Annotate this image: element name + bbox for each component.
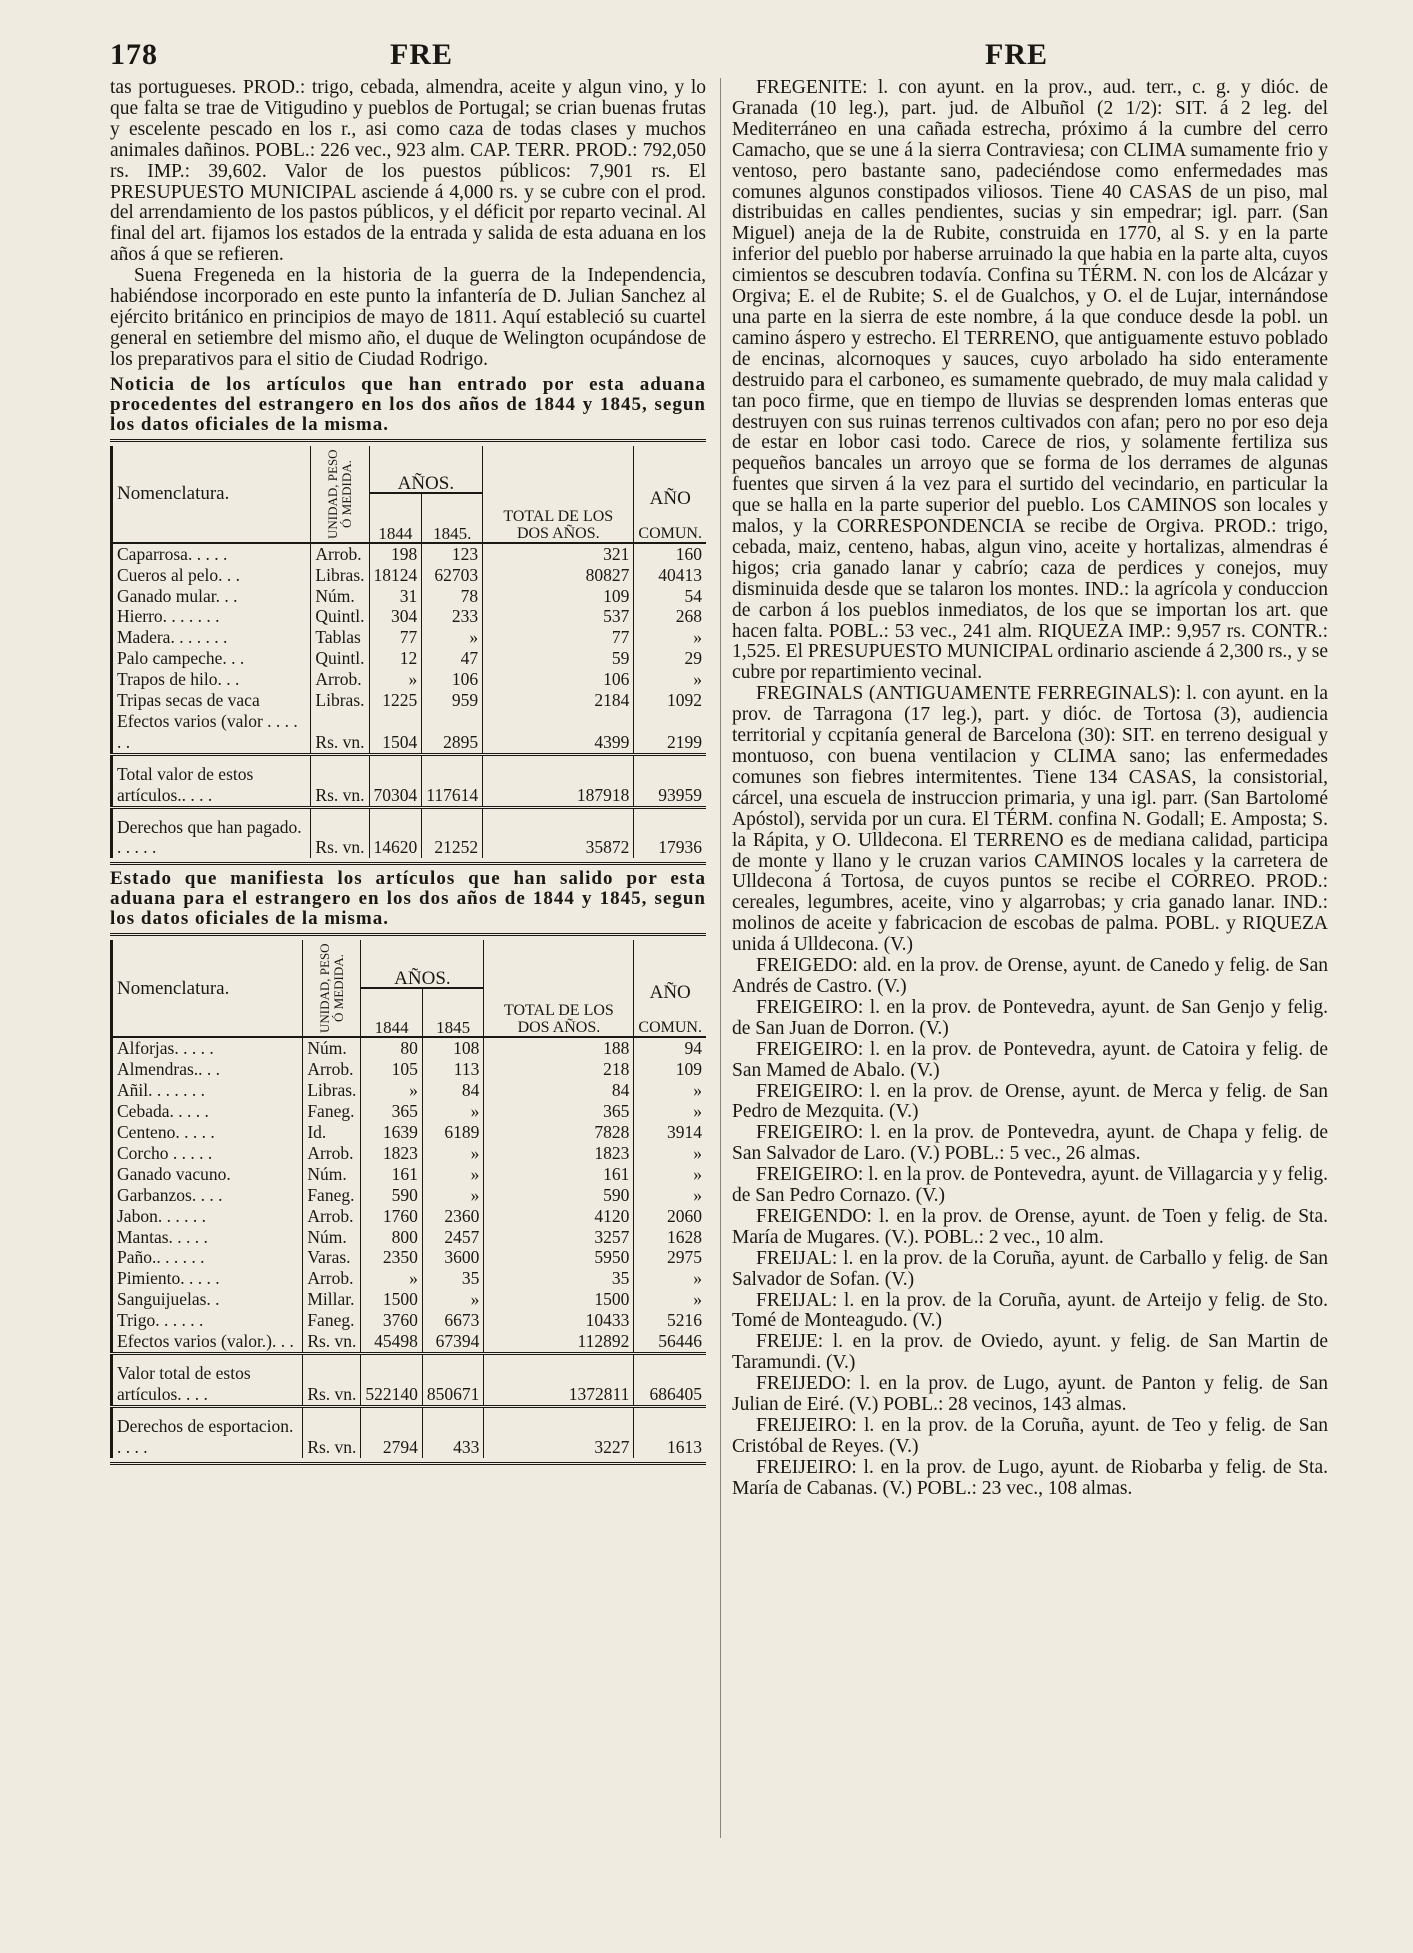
cell-unit: Arrob. [311,669,369,690]
cell-avg: » [634,1143,706,1164]
cell-unit: Rs. vn. [303,1406,361,1457]
table-total-row [112,807,707,858]
col-1845: 1845. [422,493,483,543]
cell-y1: 365 [361,1101,423,1122]
dictionary-entry: FREIJEIRO: l. en la prov. de Lugo, ayunt. de Riobarba y felig. de Sta. María de Cabanas. (V.) POBL.: 23 vec., 108 almas. [732,1456,1328,1499]
cell-y1: 800 [361,1227,423,1248]
cell-avg: 2975 [634,1247,706,1268]
cell-total: 3257 [484,1227,634,1248]
cell-name: Trapos de hilo. . . [112,669,311,690]
dictionary-entry: FREIJAL: l. en la prov. de la Coruña, ayunt. de Carballo y felig. de San Salvador de Sofan. (V.) [732,1247,1328,1290]
cell-avg: » [634,627,706,648]
cell-total: 10433 [484,1310,634,1331]
cell-name: Corcho . . . . . [112,1143,303,1164]
cell-name: Madera. . . . . . . [112,627,311,648]
cell-avg: 1092 [634,690,706,711]
table-row [112,1310,707,1331]
cell-avg: 2199 [634,711,706,754]
cell-name: Caparrosa. . . . . [112,543,311,565]
col-comun [634,446,706,543]
cell-y2: 6673 [422,1310,484,1331]
cell-name: Pimiento. . . . . [112,1268,303,1289]
table-row [112,690,707,711]
table-row [112,1080,707,1101]
col-1844: 1844 [361,988,423,1038]
cell-unit: Tablas [311,627,369,648]
cell-name: Jabon. . . . . . [112,1206,303,1227]
cell-avg: 2060 [634,1206,706,1227]
table-row [112,1268,707,1289]
cell-avg: 3914 [634,1122,706,1143]
cell-y1: » [361,1080,423,1101]
cell-total: 80827 [483,565,634,586]
dictionary-entry: FREIJAL: l. en la prov. de la Coruña, ayunt. de Arteijo y felig. de Sto. Tomé de Monteagudo. (V.) [732,1289,1328,1332]
cell-unit: Rs. vn. [303,1331,361,1353]
dictionary-entry: FREIJEDO: l. en la prov. de Lugo, ayunt. de Panton y felig. de San Julian de Eiré. (V.) POBL.: 28 vecinos, 143 almas. [732,1373,1328,1416]
cell-y2: » [422,1164,484,1185]
table-row [112,627,707,648]
table-row [112,586,707,607]
cell-name: Ganado vacuno. [112,1164,303,1185]
table-row [112,1037,707,1059]
dictionary-entry: FREIGEIRO: l. en la prov. de Pontevedra, ayunt. de Villagarcia y y felig. de San Pedro Cornazo. (V.) [732,1164,1328,1207]
table-row [112,1185,707,1206]
cell-y1: » [369,669,422,690]
cell-y1: 590 [361,1185,423,1206]
cell-y2: 35 [422,1268,484,1289]
table2-bottom-rule [110,1462,706,1465]
dictionary-entry: FREIGENDO: l. en la prov. de Orense, ayunt. de Toen y felig. de Sta. María de Mugares. (V.). POBL.: 2 vec., 10 alm. [732,1205,1328,1248]
cell-avg: 29 [634,648,706,669]
cell-unit: Libras. [303,1080,361,1101]
imports-table [110,446,706,859]
dictionary-entry: FREGINALS (ANTIGUAMENTE FERREGINALS): l. con ayunt. en la prov. de Tarragona (17 leg.), part. y dióc. de Tortosa (3), audiencia territorial y ccpitanía general de Barcelona (30): SIT. en terreno desigual y montuoso, con buena ventilacion y CLIMA sano; las enfermedades comunes son fiebres intermitentes. Tiene 134 CASAS, la consistorial, cárcel, una escuela de instruccion primaria, y una igl. parr. (San Bartolomé Apóstol), servida por un cura. El TÉRM. confina N. Godall; E. Amposta; S. la Rápita, y O. Ulldecona. El TERRENO es de mediana calidad, participa de monte y llano y le cruzan varios CAMINOS locales y la carretera de Ulldecona á Tortosa, de cuyos puntos se recibe el CORREO. PROD.: cereales, legumbres, aceite, vino y algarrobas; y cria ganado lanar. IND.: molinos de aceite y fabricacion de escobas de palma. POBL. y RIQUEZA unida á Ulldecona. (V.) [732,683,1328,956]
cell-name: Añil. . . . . . . [112,1080,303,1101]
cell-unit: Arrob. [311,543,369,565]
cell-avg: 54 [634,586,706,607]
cell-name: Efectos varios (valor.). . . [112,1331,303,1353]
cell-avg: 109 [634,1059,706,1080]
cell-name: Ganado mular. . . [112,586,311,607]
table-total-row [112,1353,707,1406]
cell-total: 1500 [484,1289,634,1310]
cell-y2: 117614 [422,754,483,807]
exports-table [110,940,706,1457]
cell-unit: Millar. [303,1289,361,1310]
cell-total: 161 [484,1164,634,1185]
col-ano-label: AÑO [649,982,691,1004]
table1-body [112,543,707,859]
cell-y2: 123 [422,543,483,565]
cell-y2: 233 [422,606,483,627]
cell-avg: 93959 [634,754,706,807]
cell-total: 1823 [484,1143,634,1164]
cell-name: Sanguijuelas. . [112,1289,303,1310]
cell-y2: 47 [422,648,483,669]
cell-unit: Faneg. [303,1101,361,1122]
cell-y1: 1639 [361,1122,423,1143]
cell-total: 35872 [483,807,634,858]
cell-unit: Rs. vn. [311,711,369,754]
cell-y1: 105 [361,1059,423,1080]
dictionary-entry: FREIJEIRO: l. en la prov. de la Coruña, ayunt. de Teo y felig. de San Cristóbal de Reyes. (V.) [732,1415,1328,1457]
cell-y1: 1225 [369,690,422,711]
cell-avg: » [634,1268,706,1289]
table-row [112,543,707,565]
history-paragraph: Suena Fregeneda en la historia de la guerra de la Independencia, habiéndose incorporado en este punto la infantería de D. Julian Sanchez al ejército británico en principios de mayo de 1811. Aquí estableció su cuartel general en setiembre del mismo año, el duque de Welington ocupándose de los preparativos para el sitio de Ciudad Rodrigo. [110,265,706,370]
col-comun-label: COMUN. [638,1019,702,1037]
right-column [732,78,1328,1500]
cell-y2: » [422,1143,484,1164]
cell-y2: » [422,1101,484,1122]
table-row [112,1122,707,1143]
cell-name: Almendras.. . . [112,1059,303,1080]
cell-avg: 17936 [634,807,706,858]
cell-name: Hierro. . . . . . . [112,606,311,627]
cell-y2: » [422,627,483,648]
cell-name: Valor total de estos artículos. . . . [112,1353,303,1406]
col-unidad [311,446,369,543]
cell-name: Centeno. . . . . [112,1122,303,1143]
cell-total: 35 [484,1268,634,1289]
cell-y2: 67394 [422,1331,484,1353]
cell-unit: Id. [303,1122,361,1143]
cell-avg: 1613 [634,1406,706,1457]
table-row [112,1143,707,1164]
cell-total: 84 [484,1080,634,1101]
cell-total: 188 [484,1037,634,1059]
page-number: 178 [110,38,158,71]
col-comun [634,940,706,1037]
cell-avg: » [634,1080,706,1101]
col-1844: 1844 [369,493,422,543]
cell-y2: 959 [422,690,483,711]
cell-y2: » [422,1185,484,1206]
cell-total: 112892 [484,1331,634,1353]
cell-name: Total valor de estos artículos.. . . . [112,754,311,807]
cell-y1: 45498 [361,1331,423,1353]
cell-y1: 80 [361,1037,423,1059]
cell-avg: » [634,1185,706,1206]
cell-y1: 1500 [361,1289,423,1310]
cell-total: 187918 [483,754,634,807]
table-row [112,648,707,669]
cell-unit: Varas. [303,1247,361,1268]
cell-unit: Quintl. [311,648,369,669]
cell-unit: Faneg. [303,1310,361,1331]
dictionary-entry: FREIGEIRO: l. en la prov. de Pontevedra, ayunt. de Chapa y felig. de San Salvador de Laro. (V.) POBL.: 5 vec., 26 almas. [732,1122,1328,1165]
cell-total: 77 [483,627,634,648]
cell-y1: » [361,1268,423,1289]
cell-unit: Quintl. [311,606,369,627]
table2-caption: Estado que manifiesta los artículos que han salido por esta aduana para el estrangero en los dos años de 1844 y 1845, segun los datos oficiales de la misma. [110,868,706,930]
table2-body [112,1037,707,1457]
col-1845: 1845 [422,988,484,1038]
cell-total: 590 [484,1185,634,1206]
intro-paragraph: tas portugueses. PROD.: trigo, cebada, almendra, aceite y algun vino, y lo que falta se trae de Vitigudino y pueblos de Portugal; se crian buenas frutas y escelente pescado en los r., asi como caza de todas clases y muchos animales dañinos. POBL.: 226 vec., 923 alm. CAP. TERR. PROD.: 792,050 rs. IMP.: 39,602. Valor de los puestos públicos: 7,901 rs. El PRESUPUESTO MUNICIPAL asciende á 4,000 rs. y se cubre con el prod. del arrendamiento de los pastos públicos, y el déficit por reparto vecinal. Al final del art. fijamos los estados de la entrada y salida de esta aduana en los años á que se refieren. [110,77,706,266]
cell-total: 2184 [483,690,634,711]
cell-y1: 198 [369,543,422,565]
cell-unit: Libras. [311,690,369,711]
cell-name: Cebada. . . . . [112,1101,303,1122]
cell-y2: 850671 [422,1353,484,1406]
cell-y1: 1760 [361,1206,423,1227]
cell-y1: 18124 [369,565,422,586]
cell-total: 321 [483,543,634,565]
cell-y1: 1823 [361,1143,423,1164]
dictionary-entry: FREIGEIRO: l. en la prov. de Pontevedra, ayunt. de Catoira y felig. de San Mamed de Abalo. (V.) [732,1038,1328,1081]
cell-y2: 3600 [422,1247,484,1268]
cell-name: Alforjas. . . . . [112,1037,303,1059]
cell-unit: Arrob. [303,1059,361,1080]
cell-name: Garbanzos. . . . [112,1185,303,1206]
table1-caption: Noticia de los artículos que han entrado por esta aduana procedentes del estrangero en los dos años de 1844 y 1845, segun los datos oficiales de la misma. [110,373,706,435]
cell-total: 4120 [484,1206,634,1227]
cell-y1: 1504 [369,711,422,754]
table1-bottom-rule [110,862,706,865]
cell-unit: Arrob. [303,1143,361,1164]
cell-y1: 2350 [361,1247,423,1268]
col-unidad-label: UNIDAD, PESO Ó MEDIDA. [324,448,354,539]
cell-total: 3227 [484,1406,634,1457]
cell-y2: 62703 [422,565,483,586]
table-row [112,1331,707,1353]
cell-y1: 522140 [361,1353,423,1406]
table-row [112,1101,707,1122]
table-row [112,711,707,754]
cell-total: 5950 [484,1247,634,1268]
cell-y2: 2457 [422,1227,484,1248]
cell-avg: 268 [634,606,706,627]
cell-avg: 56446 [634,1331,706,1353]
dictionary-entry: FREIJE: l. en la prov. de Oviedo, ayunt. y felig. de San Martin de Taramundi. (V.) [732,1331,1328,1374]
cell-unit: Núm. [303,1164,361,1185]
table-total-row [112,754,707,807]
cell-total: 7828 [484,1122,634,1143]
cell-name: Derechos de esportacion. . . . . [112,1406,303,1457]
table-row [112,606,707,627]
col-comun-label: COMUN. [638,524,702,542]
column-divider [720,78,721,1838]
cell-total: 218 [484,1059,634,1080]
dictionary-entry: FREIGEIRO: l. en la prov. de Pontevedra, ayunt. de San Genjo y felig. de San Juan de Dorron. (V.) [732,996,1328,1039]
cell-y1: 12 [369,648,422,669]
cell-total: 109 [483,586,634,607]
col-ano-label: AÑO [649,487,691,509]
cell-y2: 2360 [422,1206,484,1227]
cell-unit: Rs. vn. [311,807,369,858]
cell-avg: 160 [634,543,706,565]
cell-name: Cueros al pelo. . . [112,565,311,586]
cell-y2: 21252 [422,807,483,858]
table-total-row [112,1406,707,1457]
table-row [112,1164,707,1185]
col-total: TOTAL DE LOS DOS AÑOS. [483,446,634,543]
cell-unit: Arrob. [303,1268,361,1289]
cell-avg: 1628 [634,1227,706,1248]
cell-total: 537 [483,606,634,627]
cell-total: 1372811 [484,1353,634,1406]
table-row [112,669,707,690]
cell-y1: 31 [369,586,422,607]
cell-unit: Núm. [303,1037,361,1059]
cell-avg: 686405 [634,1353,706,1406]
table1-top-rule [110,439,706,442]
col-unidad-label: UNIDAD, PESO Ó MEDIDA. [316,943,346,1034]
cell-unit: Núm. [303,1227,361,1248]
cell-name: Paño.. . . . . . [112,1247,303,1268]
col-nomenclatura: Nomenclatura. [112,446,311,543]
cell-y1: 2794 [361,1406,423,1457]
cell-total: 365 [484,1101,634,1122]
cell-name: Palo campeche. . . [112,648,311,669]
cell-y1: 70304 [369,754,422,807]
cell-total: 4399 [483,711,634,754]
table2-top-rule [110,933,706,936]
cell-y2: 113 [422,1059,484,1080]
cell-avg: 94 [634,1037,706,1059]
col-anos: AÑOS. [369,446,483,493]
cell-unit: Núm. [311,586,369,607]
cell-y2: 106 [422,669,483,690]
cell-avg: » [634,669,706,690]
cell-y1: 161 [361,1164,423,1185]
dictionary-entry: FREGENITE: l. con ayunt. en la prov., aud. terr., c. g. y dióc. de Granada (10 leg.), part. jud. de Albuñol (2 1/2): SIT. á 2 leg. del Mediterráneo en una cañada estrecha, próximo á la cumbre del cerro Camacho, que se une á la sierra Contraviesa; con CLIMA sumamente frio y ventoso, pero bastante sano, padeciéndose como enfermedades mas comunes algunos constipados viliosos. Tiene 40 CASAS de un piso, mal distribuidas en calles pendientes, sucias y sin empedrar; igl. parr. (San Miguel) aneja de la de Rubite, construida en 1770, al S. y en la parte inferior del pueblo por haberse arruinado la que habia en la parte alta, cuyos cimientos se descubren todavía. Confina su TÉRM. N. con los de Alcázar y Orgiva; E. el de Rubite; S. el de Gualchos, y O. el de Lujar, internándose una parte en la sierra de este nombre, á la que conduce desde la pobl. un camino áspero y estrecho. El TERRENO, que antiguamente estuvo poblado de encinas, alcornoques y sauces, cuyo arbolado ha sido enteramente destruido para el carboneo, es sumamente quebrado, de muy mala calidad y tan poco firme, que en tiempo de lluvias se desprenden lomas enteras que destruyen con sus ruinas terrenos cultivados con afan; pero no por eso deja de estar en lobor casi todo. Carece de rios, y solamente fertiliza sus pequeños bancales un arroyo que se forma de los derrames de algunas fuentes que sirven á la vez para el surtido del vecindario, en particular la que se halla en la parte superior del pueblo. Los CAMINOS son locales y malos, y la CORRESPONDENCIA se recibe de Orgiva. PROD.: trigo, cebada, maiz, centeno, habas, algun vino, aceite y hortalizas, almendras é higos; cria ganado lanar y cabrío; caza de perdices y conejos, muy disminuida desde que se talaron los montes. IND.: la agrícola y conduccion de carbon á los pueblos inmediatos, de los que se importan los art. que hacen falta. POBL.: 53 vec., 241 alm. RIQUEZA IMP.: 9,957 rs. CONTR.: 1,525. El PRESUPUESTO MUNICIPAL ordinario asciende á 2,300 rs., y se cubre por repartimiento vecinal. [732,77,1328,684]
col-total: TOTAL DE LOS DOS AÑOS. [484,940,634,1037]
cell-y2: 108 [422,1037,484,1059]
cell-y2: 2895 [422,711,483,754]
table-row [112,1289,707,1310]
cell-y2: 78 [422,586,483,607]
cell-y2: 84 [422,1080,484,1101]
col-anos: AÑOS. [361,940,484,987]
dictionary-entry: FREIGEDO: ald. en la prov. de Orense, ayunt. de Canedo y felig. de San Andrés de Castro. (V.) [732,955,1328,997]
cell-name: Tripas secas de vaca [112,690,311,711]
cell-y1: 304 [369,606,422,627]
table-row [112,1206,707,1227]
cell-name: Trigo. . . . . . [112,1310,303,1331]
cell-name: Mantas. . . . . [112,1227,303,1248]
cell-unit: Rs. vn. [303,1353,361,1406]
table-row [112,1247,707,1268]
cell-y2: 433 [422,1406,484,1457]
cell-y1: 14620 [369,807,422,858]
cell-y2: » [422,1289,484,1310]
cell-avg: 5216 [634,1310,706,1331]
cell-name: Efectos varios (valor . . . . . . [112,711,311,754]
table-row [112,565,707,586]
cell-unit: Arrob. [303,1206,361,1227]
running-head-right: FRE [985,38,1048,71]
cell-name: Derechos que han pagado. . . . . . [112,807,311,858]
col-unidad [303,940,361,1037]
cell-y1: 3760 [361,1310,423,1331]
cell-unit: Libras. [311,565,369,586]
table-row [112,1059,707,1080]
cell-avg: » [634,1164,706,1185]
dictionary-entry: FREIGEIRO: l. en la prov. de Orense, ayunt. de Merca y felig. de San Pedro de Mezquita. (V.) [732,1080,1328,1123]
left-column [110,78,706,1469]
cell-avg: » [634,1101,706,1122]
running-head-left: FRE [390,38,453,71]
table-row [112,1227,707,1248]
cell-avg: 40413 [634,565,706,586]
cell-y1: 77 [369,627,422,648]
cell-avg: » [634,1289,706,1310]
cell-unit: Faneg. [303,1185,361,1206]
cell-y2: 6189 [422,1122,484,1143]
cell-total: 106 [483,669,634,690]
cell-unit: Rs. vn. [311,754,369,807]
col-nomenclatura: Nomenclatura. [112,940,303,1037]
cell-total: 59 [483,648,634,669]
